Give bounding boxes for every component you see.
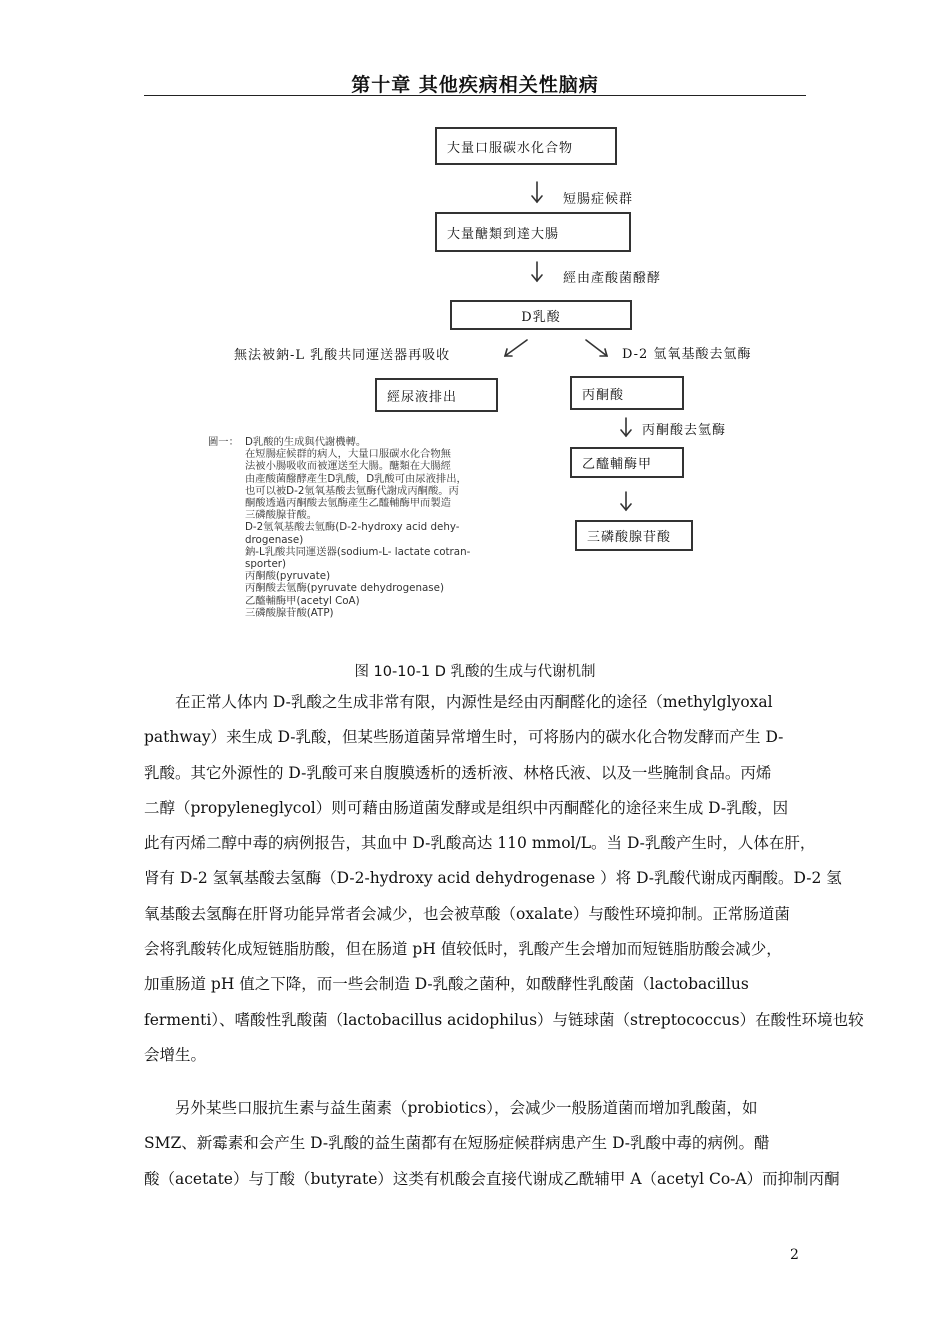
arrow-down-right-icon xyxy=(586,340,607,356)
figure-legend xyxy=(208,436,498,619)
text-line: 氧基酸去氢酶在肝肾功能异常者会减少，也会被草酸（oxalate）与酸性环境抑制。正常肠道菌 xyxy=(144,904,790,923)
flow-box-pyruvate: 丙酮酸 xyxy=(570,376,684,410)
legend-line: 由產酸菌醱酵產生D乳酸，D乳酸可由尿液排出， xyxy=(245,472,467,485)
legend-line: 三磷酸腺苷酸。 xyxy=(245,509,318,522)
flow-label-fermentation: 經由產酸菌醱酵 xyxy=(563,271,662,286)
flow-label-no-reabsorption: 無法被鈉-L 乳酸共同運送器再吸收 xyxy=(234,348,451,363)
flow-box-acetyl-coa: 乙醯輔酶甲 xyxy=(570,447,684,478)
flow-label-d2-dehydrogenase: D-2 氫氧基酸去氫酶 xyxy=(622,347,752,362)
flow-box-d-lactate: D乳酸 xyxy=(450,300,632,330)
flow-box-sugars-colon: 大量醣類到達大腸 xyxy=(435,212,631,252)
arrow-down-icon xyxy=(532,182,542,202)
legend-lead: 圖一： xyxy=(208,436,239,448)
text-line: 会将乳酸转化成短链脂肪酸，但在肠道 pH 值较低时，乳酸产生会增加而短链脂肪酸会减少， xyxy=(144,940,782,959)
text-line: 加重肠道 pH 值之下降，而一些会制造 D-乳酸之菌种，如酦酵性乳酸菌（lactobacillus xyxy=(144,975,749,994)
body-paragraph-2 xyxy=(144,1091,840,1197)
legend-line: 三磷酸腺苷酸(ATP) xyxy=(245,606,334,619)
text-line: 乳酸。其它外源性的 D-乳酸可来自腹膜透析的透析液、林格氏液、以及一些腌制食品。丙烯 xyxy=(144,763,772,782)
figure-caption: 图 10-10-1 D 乳酸的生成与代谢机制 xyxy=(354,664,596,680)
text-line: pathway）来生成 D-乳酸，但某些肠道菌异常增生时，可将肠内的碳水化合物发酵而产生 D- xyxy=(144,728,784,747)
page-number: 2 xyxy=(790,1247,799,1263)
arrow-down-icon xyxy=(532,262,542,281)
text-line: SMZ、新霉素和会产生 D-乳酸的益生菌都有在短肠症候群病患产生 D-乳酸中毒的病例。醋 xyxy=(144,1134,770,1153)
flow-label-short-bowel: 短腸症候群 xyxy=(563,192,634,207)
flow-label-pyruvate-dehydrogenase: 丙酮酸去氫酶 xyxy=(642,423,727,438)
text-line: fermenti）、嗜酸性乳酸菌（lactobacillus acidophilus）与链球菌（streptococcus）在酸性环境也较 xyxy=(144,1010,864,1029)
legend-line: D乳酸的生成與代謝機轉。 xyxy=(245,436,367,448)
flow-box-urine-excretion: 經尿液排出 xyxy=(375,378,498,412)
text-line: 在正常人体内 D-乳酸之生成非常有限，内源性是经由丙酮醛化的途径（methylglyoxal xyxy=(175,693,773,711)
body-paragraph-1 xyxy=(144,685,864,1073)
text-line: 会增生。 xyxy=(144,1045,207,1064)
legend-line: 丙酮酸去氫酶(pyruvate dehydrogenase) xyxy=(245,582,444,595)
legend-line: drogenase) xyxy=(245,533,304,546)
legend-line: 也可以被D-2氫氧基酸去氫酶代謝成丙酮酸。丙 xyxy=(245,484,459,497)
text-line: 酸（acetate）与丁酸（butyrate）这类有机酸会直接代谢成乙酰辅甲 A（acetyl Co-A）而抑制丙酮 xyxy=(144,1169,840,1188)
page-header-title: 第十章 其他疾病相关性脑病 xyxy=(351,74,599,96)
legend-line: 丙酮酸(pyruvate) xyxy=(245,570,331,583)
legend-line: 乙醯輔酶甲(acetyl CoA) xyxy=(245,594,360,607)
legend-line: 鈉-L乳酸共同運送器(sodium-L- lactate cotran- xyxy=(245,545,471,558)
legend-line: 酮酸透過丙酮酸去氫酶產生乙醯輔酶甲而製造 xyxy=(245,497,451,510)
text-line: 肾有 D-2 氢氧基酸去氢酶（D-2-hydroxy acid dehydrogenase ）将 D-乳酸代谢成丙酮酸。D-2 氢 xyxy=(144,869,842,888)
text-line: 二醇（propyleneglycol）则可藉由肠道菌发酵或是组织中丙酮醛化的途径来生成 D-乳酸，因 xyxy=(144,798,789,817)
arrow-down-icon xyxy=(621,418,631,436)
legend-line: 法被小腸吸收而被運送至大腸。醣類在大腸經 xyxy=(245,460,451,473)
arrow-down-icon xyxy=(621,492,631,510)
flow-box-atp: 三磷酸腺苷酸 xyxy=(575,520,693,551)
legend-line: D-2氫氧基酸去氫酶(D-2-hydroxy acid dehy- xyxy=(245,521,460,534)
flow-box-oral-carbs: 大量口服碳水化合物 xyxy=(435,127,617,165)
legend-line: sporter) xyxy=(245,558,287,571)
text-line: 另外某些口服抗生素与益生菌素（probiotics），会减少一般肠道菌而增加乳酸菌，如 xyxy=(175,1099,758,1117)
legend-line: 在短腸症候群的病人，大量口服碳水化合物無 xyxy=(245,448,451,461)
text-line: 此有丙烯二醇中毒的病例报告，其血中 D-乳酸高达 110 mmol/L。当 D-乳酸产生时，人体在肝， xyxy=(144,834,816,853)
arrow-down-left-icon xyxy=(505,340,527,356)
